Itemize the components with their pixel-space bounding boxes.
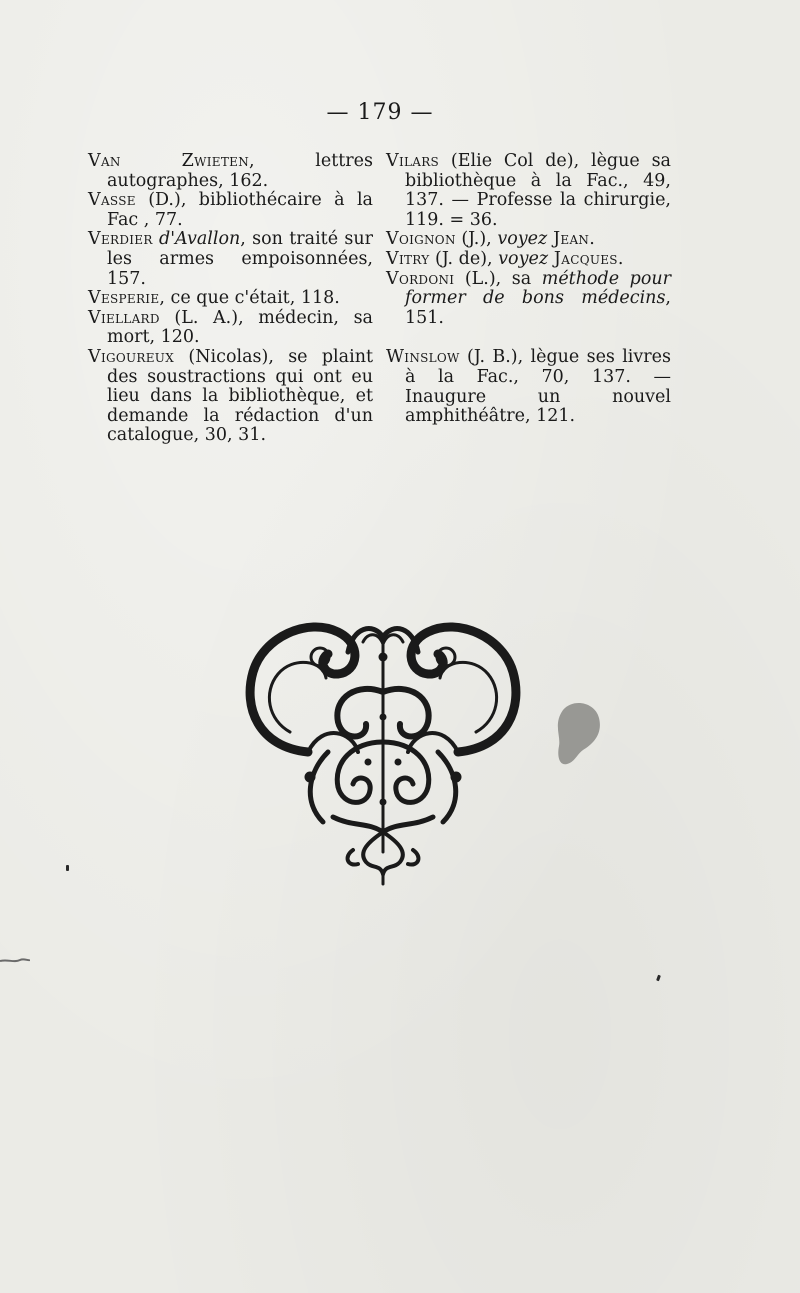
entry-text: , ce que c'était, 118.	[159, 288, 340, 309]
index-entry-viellard	[88, 309, 373, 348]
index-entry-vitry	[386, 250, 671, 270]
entry-reference: Jean.	[547, 229, 596, 250]
margin-mark-icon	[0, 956, 30, 966]
index-entry-vesperie	[88, 289, 373, 309]
index-column-right	[386, 152, 671, 427]
index-entry-vasse	[88, 191, 373, 230]
ink-blot-icon	[553, 700, 601, 766]
entry-italic: voyez	[498, 248, 549, 269]
page-number: — 179 —	[326, 100, 434, 125]
entry-head: Verdier	[88, 229, 153, 250]
index-entry-vilars	[386, 152, 671, 230]
entry-head: Viellard	[88, 307, 160, 328]
entry-head: Vitry	[386, 248, 430, 269]
entry-head: Vilars	[386, 151, 440, 171]
entry-text: (J. B.), lègue ses livres à la Fac., 70, 137. — Inaugure un nouvel amphithéâtre, 121.	[405, 347, 671, 427]
entry-head: Voignon	[386, 229, 456, 250]
entry-head: Vordoni	[386, 268, 455, 289]
entry-text: (J. de),	[429, 248, 499, 269]
entry-text: (L.), sa	[454, 268, 542, 289]
index-entry-verdier	[88, 230, 373, 289]
baroque-scroll-ornament-icon	[238, 612, 528, 887]
entry-head: Van Zwieten	[88, 151, 250, 171]
entry-head: Vigoureux	[88, 346, 175, 367]
entry-text: (Nicolas), se plaint des soustractions qui ont eu lieu dans la bibliothèque, et demande la rédaction d'un catalogue, 30, 31.	[107, 346, 373, 446]
index-entry-vigoureux	[88, 348, 373, 446]
entry-text: (D.), bibliothécaire à la Fac , 77.	[107, 190, 373, 230]
ink-speck	[656, 975, 661, 982]
entry-reference: Jacques.	[548, 248, 624, 269]
entry-head: Vesperie	[88, 288, 160, 309]
entry-text: , son traité sur les armes empoisonnées, 157.	[107, 229, 373, 289]
entry-text: , lettres autographes, 162.	[107, 151, 373, 191]
ink-speck	[66, 865, 69, 871]
entry-text-tail: , 151.	[405, 288, 671, 328]
entry-text: (Elie Col de), lègue sa bibliothèque à la Fac., 49, 137. — Professe la chirurgie, 119. = 36.	[405, 151, 671, 230]
index-entry-vordoni	[386, 270, 671, 329]
entry-text: (J.),	[455, 229, 498, 250]
entry-italic: d'Avallon	[152, 229, 241, 250]
entry-text: (L. A.), médecin, sa mort, 120.	[107, 307, 373, 348]
entry-italic: voyez	[497, 229, 548, 250]
index-column-left	[88, 152, 373, 446]
index-entry-winslow	[386, 348, 671, 426]
entry-head: Vasse	[88, 190, 136, 211]
index-entry-van-zwieten	[88, 152, 373, 191]
entry-italic: méthode pour former de bons médecins	[405, 268, 671, 309]
index-entry-voignon	[386, 230, 671, 250]
entry-head: Winslow	[386, 347, 460, 368]
